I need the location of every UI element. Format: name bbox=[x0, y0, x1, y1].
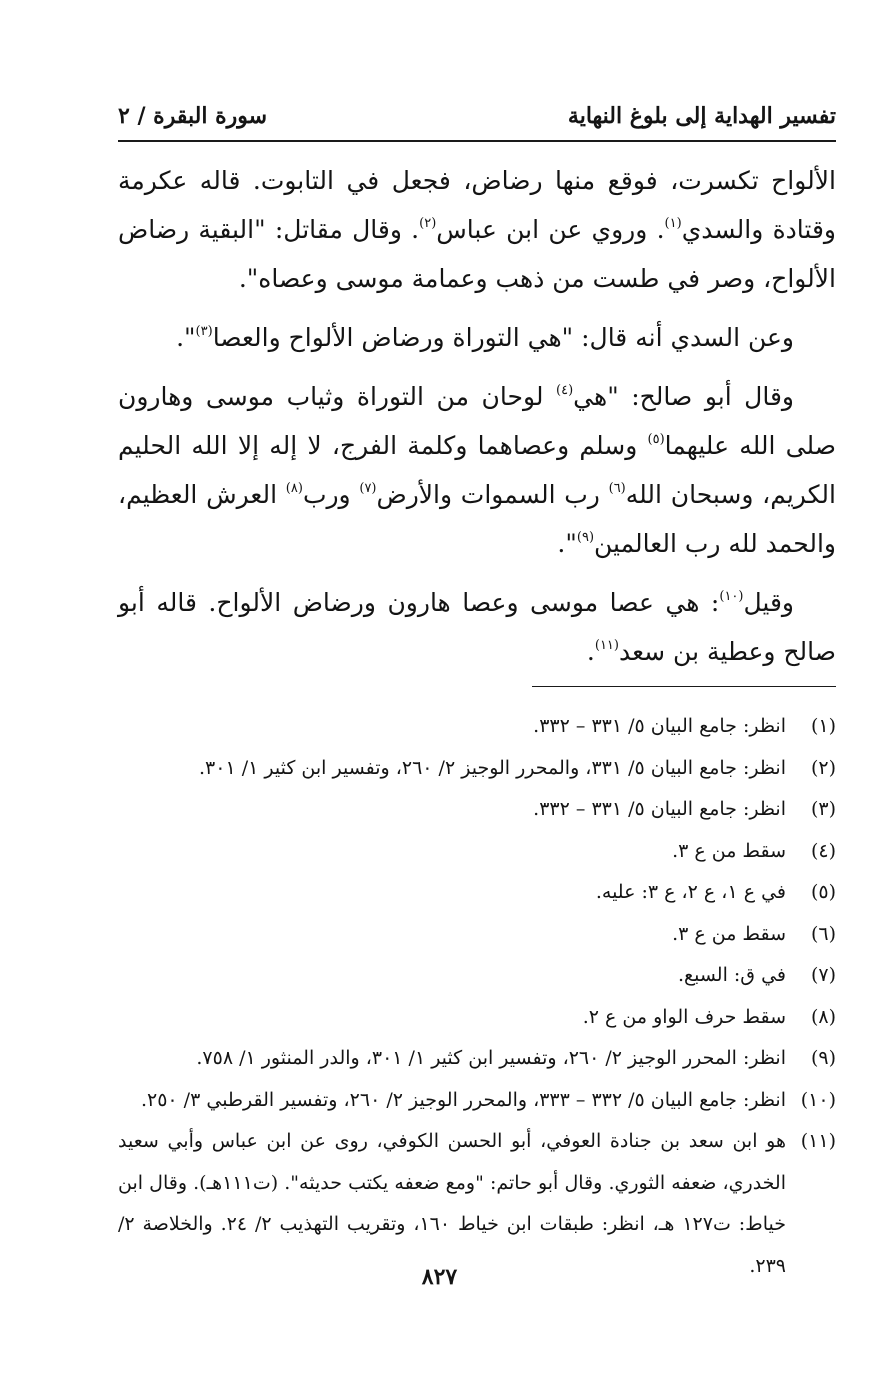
footnote bbox=[118, 789, 836, 831]
footnote-text: في ق: السبع. bbox=[677, 964, 786, 986]
footnote-marker: (٥) bbox=[647, 432, 665, 447]
footnote-text: انظر: المحرر الوجيز ٢/ ٢٦٠، وتفسير ابن كثير ١/ ٣٠١، والدر المنثور ١/ ٧٥٨. bbox=[196, 1047, 786, 1069]
footnote-text: انظر: جامع البيان ٥/ ٣٣١ – ٣٣٢. bbox=[533, 715, 786, 737]
footnote-separator bbox=[532, 686, 836, 687]
footnote bbox=[118, 831, 836, 873]
footnote-text: انظر: جامع البيان ٥/ ٣٣١ – ٣٣٢. bbox=[533, 798, 786, 820]
footnote-marker: (١) bbox=[664, 216, 682, 231]
footnote bbox=[118, 872, 836, 914]
paragraph-text: الألواح تكسرت، فوقع منها رضاض، فجعل في التابوت. قاله عكرمة وقتادة والسدي bbox=[118, 166, 836, 244]
paragraph-text: . وقال مقاتل: "البقية رضاض الألواح، وصر في طست من ذهب وعمامة موسى وعصاه". bbox=[118, 215, 836, 293]
paragraph-text: . bbox=[586, 637, 595, 666]
paragraph-text: ". bbox=[176, 323, 196, 352]
book-title: تفسير الهداية إلى بلوغ النهاية bbox=[567, 103, 836, 129]
footnote-text: سقط من ع ٣. bbox=[672, 839, 786, 862]
footnote-number: (٣) bbox=[810, 798, 836, 820]
footnote-marker: (٩) bbox=[576, 530, 595, 545]
paragraph-text: لوحان من التوراة وثياب موسى وهارون صلى الله عليهما bbox=[118, 382, 836, 460]
footnote-number: (١) bbox=[810, 715, 836, 737]
paragraph-text: العرش العظيم، والحمد لله رب العالمين bbox=[118, 480, 836, 558]
footnote-marker: (٧) bbox=[359, 481, 377, 496]
footnote-text: سقط من ع ٣. bbox=[672, 922, 786, 945]
footnote-marker: (٦) bbox=[608, 481, 626, 496]
footnote-number: (٦) bbox=[810, 922, 836, 945]
footnote bbox=[118, 955, 836, 997]
footnote bbox=[118, 1038, 836, 1080]
footnote-number: (٤) bbox=[810, 839, 836, 862]
paragraph-text: وسلم وعصاهما وكلمة الفرج، لا إله إلا الله الحليم الكريم، وسبحان الله bbox=[118, 431, 836, 509]
footnote-number: (٩) bbox=[810, 1047, 836, 1069]
footnote bbox=[118, 1080, 836, 1122]
footnote-number: (٧) bbox=[810, 964, 836, 986]
footnote-marker: (١٠) bbox=[719, 589, 744, 604]
footnote-text: سقط حرف الواو من ع ٢. bbox=[582, 1005, 786, 1028]
paragraph-text: ورب bbox=[302, 480, 360, 509]
footnote-number: (٥) bbox=[810, 881, 836, 903]
footnote-number: (٢) bbox=[810, 756, 836, 779]
footnote-text: انظر: جامع البيان ٥/ ٣٣٢ – ٣٣٣، والمحرر الوجيز ٢/ ٢٦٠، وتفسير القرطبي ٣/ ٢٥٠. bbox=[140, 1088, 786, 1111]
footnote-marker: (٤) bbox=[556, 383, 574, 398]
footnote-number: (٨) bbox=[810, 1005, 836, 1028]
paragraph bbox=[118, 578, 836, 676]
footnote-marker: (٣) bbox=[195, 324, 213, 339]
footnote-text: انظر: جامع البيان ٥/ ٣٣١، والمحرر الوجيز ٢/ ٢٦٠، وتفسير ابن كثير ١/ ٣٠١. bbox=[198, 756, 786, 779]
paragraph-text: وقال أبو صالح: "هي bbox=[573, 382, 794, 411]
footnote-text: هو ابن سعد بن جنادة العوفي، أبو الحسن الكوفي، روى عن ابن عباس وأبي سعيد الخدري، ضعفه الثوري. وقال أبو حاتم: "ومع ضعفه يكتب حديثه". (ت١١١هـ). وقال ابن خياط: ت١٢٧ هـ، انظر: طبقات ابن خياط ١٦٠، وتقريب التهذيب ٢/ ٢٤. والخلاصة ٢/ ٢٣٩. bbox=[118, 1130, 786, 1277]
footnote bbox=[118, 997, 836, 1039]
paragraph-text: : هي عصا موسى وعصا هارون ورضاض الألواح. قاله أبو صالح وعطية بن سعد bbox=[118, 588, 836, 666]
footnote-number: (١٠) bbox=[800, 1088, 836, 1111]
paragraph-text: رب السموات والأرض bbox=[376, 480, 609, 509]
footnote-marker: (١١) bbox=[594, 638, 619, 653]
paragraph-text: . وروي عن ابن عباس bbox=[436, 215, 665, 244]
page-number: ٨٢٧ bbox=[421, 1264, 458, 1290]
running-header bbox=[118, 96, 836, 136]
paragraph-text: ". bbox=[557, 529, 577, 558]
footnotes bbox=[118, 706, 836, 1287]
footnote-marker: (٢) bbox=[419, 216, 437, 231]
paragraph-text: وقيل bbox=[743, 588, 794, 617]
surah-section: سورة البقرة / ٢ bbox=[118, 103, 268, 129]
header-rule bbox=[118, 140, 836, 142]
main-text bbox=[118, 156, 836, 686]
footnote bbox=[118, 914, 836, 956]
footnote-text: في ع ١، ع ٢، ع ٣: عليه. bbox=[595, 881, 786, 903]
footnote bbox=[118, 706, 836, 748]
footnote bbox=[118, 748, 836, 790]
paragraph-text: وعن السدي أنه قال: "هي التوراة ورضاض الألواح والعصا bbox=[212, 323, 794, 352]
paragraph bbox=[118, 313, 836, 362]
paragraph bbox=[118, 372, 836, 568]
paragraph bbox=[118, 156, 836, 303]
footnote-number: (١١) bbox=[800, 1130, 836, 1152]
footnote-marker: (٨) bbox=[285, 481, 303, 496]
footnote bbox=[118, 1121, 836, 1287]
